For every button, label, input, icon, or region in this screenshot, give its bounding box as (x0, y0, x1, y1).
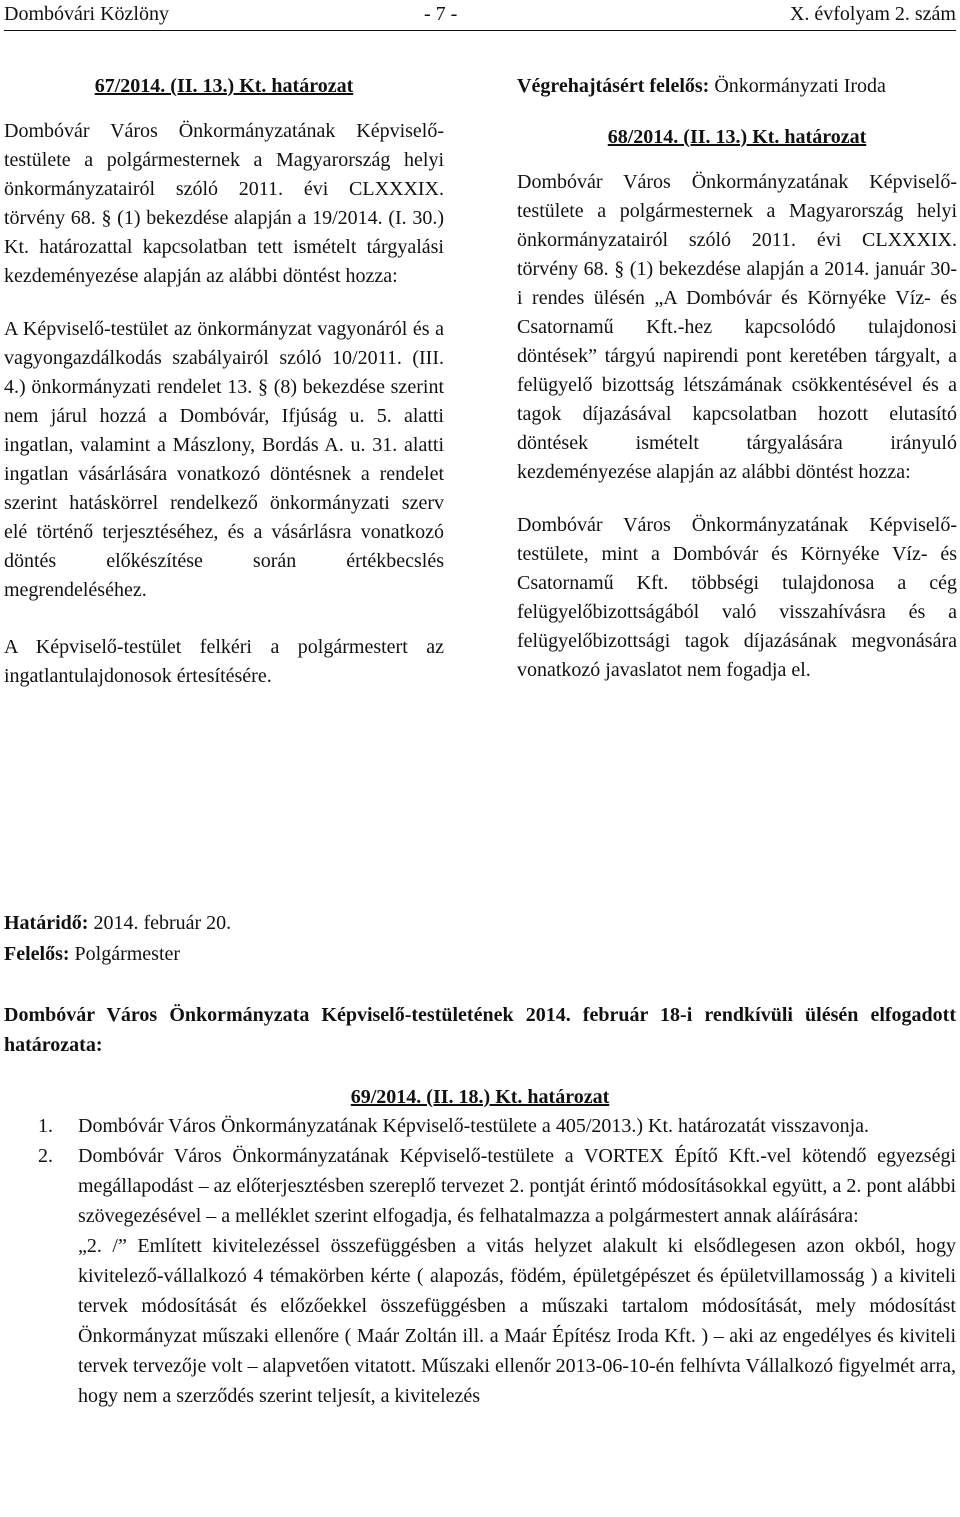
publication-title: Dombóvári Közlöny (4, 3, 169, 25)
resolution-68-intro: Dombóvár Város Önkormányzatának Képviselő-testülete a polgármesternek a Magyarország helyi önkormányzatairól szóló 2011. évi CLXXXIX. törvény 68. § (1) bekezdése alapján a 2014. január 30-i rendes ülésén „A Dombóvár és Környéke Víz- és Csatornamű Kft.-hez kapcsolódó tulajdonosi döntések” tárgyú napirendi pont keretében tárgyalt, a felügyelő bizottság létszámának csökkentésével és a tagok díjazásával kapcsolatban hozott elutasító döntések ismételt tárgyalására irányuló kezdeményezése alapján az alábbi döntést hozza: (517, 171, 957, 483)
right-column (517, 72, 957, 713)
list-item-number: 2. (38, 1145, 53, 1167)
execution-label: Végrehajtásért felelős: (517, 75, 710, 97)
left-column (4, 72, 444, 719)
quoted-text (38, 1231, 956, 1411)
quoted-paragraph: „2. /” Említett kivitelezéssel összefüggésben a vitás helyzet alakult ki elsődlegesen azon okból, hogy kivitelező-vállalkozó 4 témakörben kérte ( alapozás, födém, épületgépészet és épületvillamosság ) a kiviteli tervek módosítását és előzőekkel összefüggésben a műszaki tartalom módosítását, mely módosítást Önkormányzat műszaki ellenőre ( Maár Zoltán ill. a Maár Építész Iroda Kft. ) – aki az engedélyes és kiviteli tervek tervezője volt – alapvetően vitatott. Műszaki ellenőr 2013-06-10-én felhívta Vállalkozó figyelmét arra, hogy nem a szerződés szerint teljesít, a kivitelezés (78, 1235, 956, 1407)
resolution-67-deadline-block (4, 908, 231, 970)
list-item-text: Dombóvár Város Önkormányzatának Képviselő-testülete a 405/2013.) Kt. határozatát visszavonja. (78, 1115, 870, 1137)
execution-responsible (517, 72, 957, 101)
deadline-line (4, 908, 231, 939)
resolution-67-decision: A Képviselő-testület az önkormányzat vagyonáról és a vagyongazdálkodás szabályairól szóló 10/2011. (III. 4.) önkormányzati rendelet 13. § (8) bekezdése szerint nem járul hozzá a Dombóvár, Ifjúság u. 5. alatti ingatlan, valamint a Mászlony, Bordás A. u. 31. alatti ingatlan vásárlására vonatkozó döntésnek a rendelet szerint hatáskörrel rendelkező önkormányzati szerv elé történő terjesztéséhez, és a vásárlásra vonatkozó döntés előkészítése során értékbecslés megrendeléséhez. (4, 318, 444, 601)
list-item (38, 1111, 956, 1141)
responsible-line (4, 939, 231, 970)
resolution-67-request: A Képviselő-testület felkéri a polgármestert az ingatlantulajdonosok értesítésére. (4, 636, 444, 687)
volume-issue: X. évfolyam 2. szám (789, 3, 956, 25)
responsible-label: Felelős: (4, 943, 70, 965)
session-heading: Dombóvár Város Önkormányzata Képviselő-testületének 2014. február 18-i rendkívüli ülésén elfogadott határozata: (4, 1004, 956, 1056)
resolution-68-title: 68/2014. (II. 13.) Kt. határozat (607, 126, 867, 148)
list-item (38, 1141, 956, 1231)
resolution-67-intro: Dombóvár Város Önkormányzatának Képviselő-testülete a polgármesternek a Magyarország helyi önkormányzatairól szóló 2011. évi CLXXXIX. törvény 68. § (1) bekezdése alapján a 19/2014. (I. 30.) Kt. határozattal kapcsolatban tett ismételt tárgyalási kezdeményezése alapján az alábbi döntést hozza: (4, 120, 444, 287)
deadline-label: Határidő: (4, 912, 89, 934)
list-item-text: Dombóvár Város Önkormányzatának Képviselő-testülete a VORTEX Építő Kft.-vel kötendő egyezségi megállapodást – az előterjesztésben szereplő tervezet 2. pontját érintő módosításokkal együtt, a 2. pont alábbi szövegezésével – a melléklet szerint elfogadja, és felhatalmazza a polgármestert annak aláírására: (78, 1145, 956, 1227)
page-number: - 7 - (424, 3, 458, 25)
execution-value: Önkormányzati Iroda (714, 75, 886, 97)
deadline-value: 2014. február 20. (93, 912, 232, 934)
resolution-69-items (38, 1111, 956, 1411)
responsible-value: Polgármester (74, 943, 181, 965)
list-item-number: 1. (38, 1115, 53, 1137)
resolution-69-title: 69/2014. (II. 18.) Kt. határozat (350, 1086, 610, 1108)
resolution-67-title: 67/2014. (II. 13.) Kt. határozat (94, 75, 354, 97)
resolution-68-decision: Dombóvár Város Önkormányzatának Képviselő-testülete, mint a Dombóvár és Környéke Víz- és Csatornamű Kft. többségi tulajdonosa a cég felügyelőbizottságából való visszahívásra és a felügyelőbizottsági tagok díjazásának megvonására vonatkozó javaslatot nem fogadja el. (517, 514, 957, 681)
page-header (4, 0, 956, 31)
